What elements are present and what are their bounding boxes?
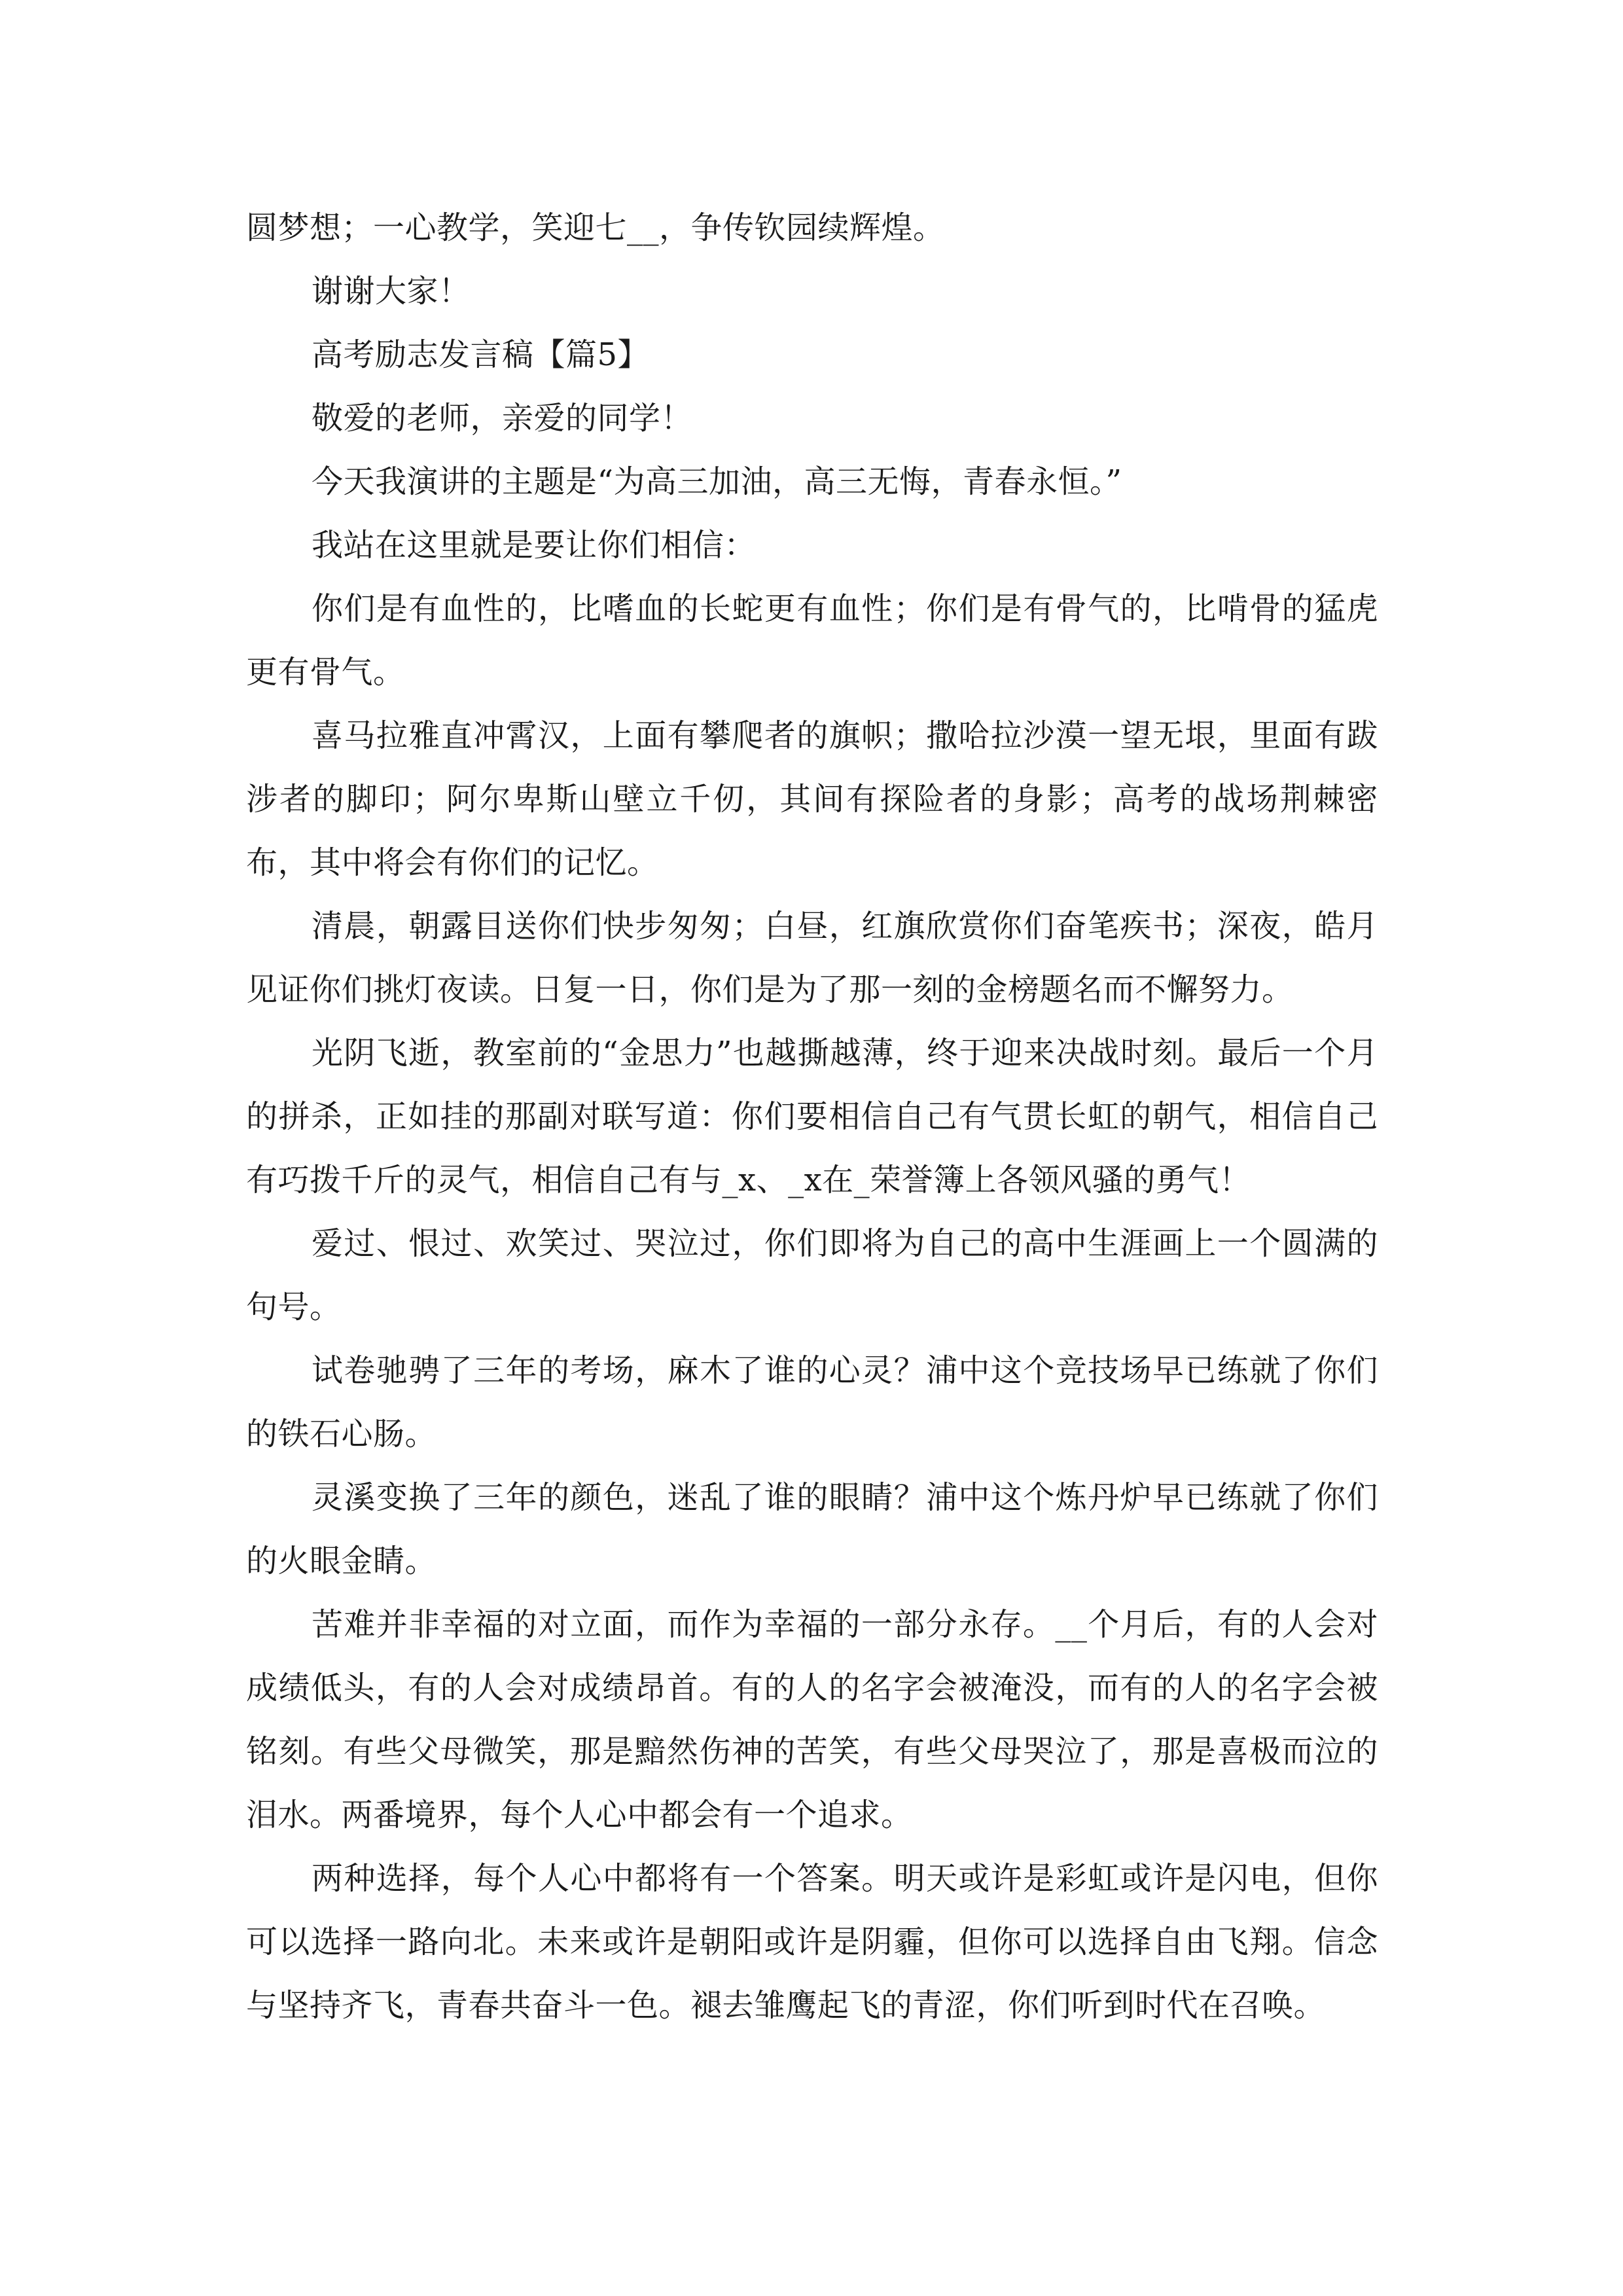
- paragraph: 爱过、恨过、欢笑过、哭泣过，你们即将为自己的高中生涯画上一个圆满的句号。: [246, 1225, 1378, 1325]
- paragraph: 我站在这里就是要让你们相信：: [312, 527, 757, 564]
- section-heading: 高考励志发言稿【篇5】: [312, 336, 650, 373]
- paragraph-theme: 今天我演讲的主题是“为高三加油，高三无悔，青春永恒。”: [312, 463, 1122, 500]
- paragraph: 你们是有血性的，比嗜血的长蛇更有血性；你们是有骨气的，比啃骨的猛虎更有骨气。: [246, 590, 1378, 691]
- paragraph-greeting: 敬爱的老师，亲爱的同学！: [312, 400, 693, 437]
- paragraph-thanks: 谢谢大家！: [312, 273, 471, 310]
- paragraph-continuation: 圆梦想；一心教学，笑迎七__，争传钦园续辉煌。: [246, 209, 945, 246]
- paragraph: 光阴飞逝，教室前的“金思力”也越撕越薄，终于迎来决战时刻。最后一个月的拼杀，正如挂的那副对联写道：你们要相信自己有气贯长虹的朝气，相信自己有巧拨千斤的灵气，相信自己有与_x、_x在_荣誉簿上各领风骚的勇气！: [246, 1035, 1378, 1198]
- paragraph: 清晨，朝露目送你们快步匆匆；白昼，红旗欣赏你们奋笔疾书；深夜，皓月见证你们挑灯夜读。日复一日，你们是为了那一刻的金榜题名而不懈努力。: [246, 908, 1378, 1008]
- paragraph: 苦难并非幸福的对立面，而作为幸福的一部分永存。__个月后，有的人会对成绩低头，有的人会对成绩昂首。有的人的名字会被淹没，而有的人的名字会被铭刻。有些父母微笑，那是黯然伤神的苦笑，有些父母哭泣了，那是喜极而泣的泪水。两番境界，每个人心中都会有一个追求。: [246, 1606, 1378, 1833]
- document-body: [246, 196, 1378, 2037]
- paragraph: 试卷驰骋了三年的考场，麻木了谁的心灵？浦中这个竞技场早已练就了你们的铁石心肠。: [246, 1352, 1378, 1452]
- paragraph: 喜马拉雅直冲霄汉，上面有攀爬者的旗帜；撒哈拉沙漠一望无垠，里面有跋涉者的脚印；阿尔卑斯山壁立千仞，其间有探险者的身影；高考的战场荆棘密布，其中将会有你们的记忆。: [246, 717, 1378, 881]
- paragraph: 灵溪变换了三年的颜色，迷乱了谁的眼睛？浦中这个炼丹炉早已练就了你们的火眼金睛。: [246, 1479, 1378, 1579]
- paragraph: 两种选择，每个人心中都将有一个答案。明天或许是彩虹或许是闪电，但你可以选择一路向北。未来或许是朝阳或许是阴霾，但你可以选择自由飞翔。信念与坚持齐飞，青春共奋斗一色。褪去雏鹰起飞的青涩，你们听到时代在召唤。: [246, 1860, 1378, 2024]
